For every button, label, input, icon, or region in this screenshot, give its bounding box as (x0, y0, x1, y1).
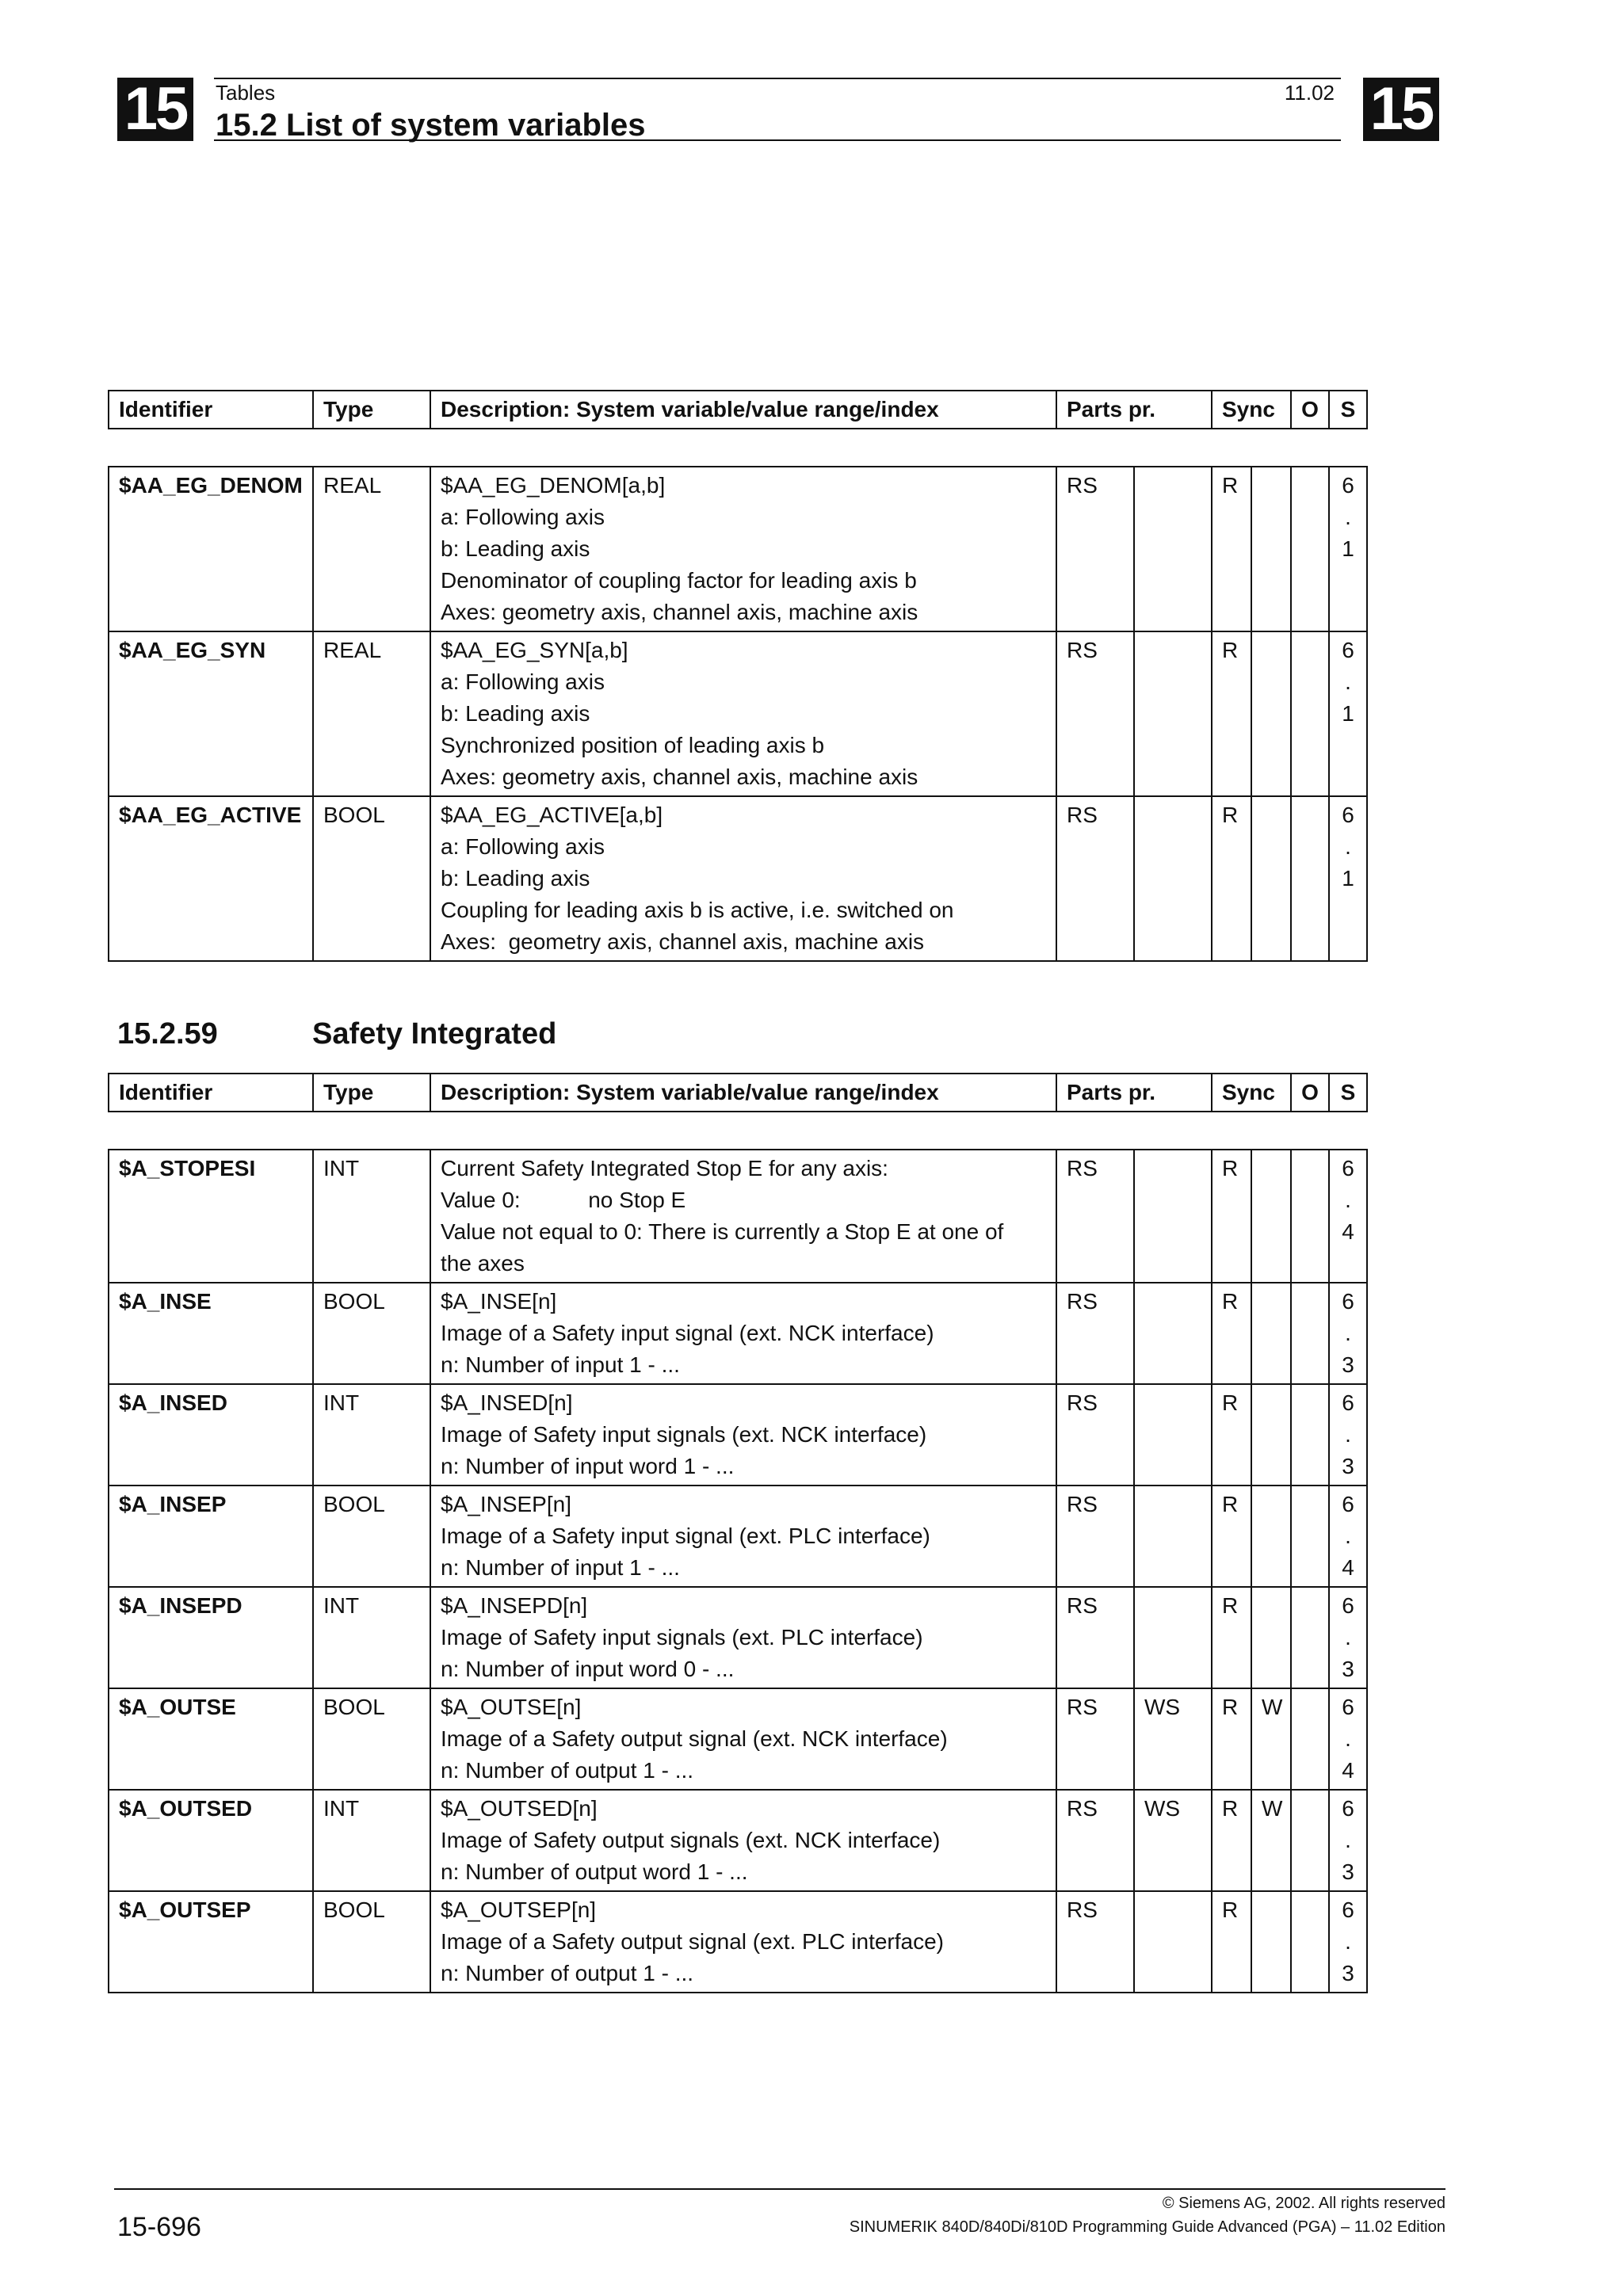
col-s: S (1329, 391, 1367, 429)
cell-description (430, 1283, 1056, 1384)
description-line: n: Number of input 1 - ... (441, 1352, 680, 1377)
cell-parts-pr-read: RS (1056, 631, 1134, 796)
s-char: 3 (1342, 1352, 1354, 1377)
description-line: Value not equal to 0: There is currently a Stop E at one of (441, 1219, 1004, 1244)
cell-sync-write (1251, 1891, 1291, 1993)
description-line: Image of Safety input signals (ext. NCK interface) (441, 1422, 927, 1447)
cell-parts-pr-read: RS (1056, 1283, 1134, 1384)
col-parts-pr: Parts pr. (1056, 1074, 1212, 1112)
cell-parts-pr-write (1134, 1891, 1212, 1993)
cell-s (1329, 1283, 1367, 1384)
cell-o (1291, 1150, 1329, 1283)
cell-o (1291, 1790, 1329, 1891)
table-row (109, 467, 1367, 631)
section-number: 15.2.59 (117, 1017, 218, 1051)
header-edition: 11.02 (1284, 81, 1335, 105)
s-char: 3 (1342, 1657, 1354, 1681)
chapter-number-left: 15 (117, 78, 193, 141)
section-heading (117, 1017, 556, 1051)
table-row (109, 1790, 1367, 1891)
cell-identifier: $AA_EG_DENOM (109, 467, 313, 631)
description-line: n: Number of input 1 - ... (441, 1555, 680, 1580)
cell-parts-pr-read: RS (1056, 1150, 1134, 1283)
cell-sync-read: R (1212, 1486, 1251, 1587)
table-row (109, 1688, 1367, 1790)
description-line: Image of Safety output signals (ext. NCK interface) (441, 1828, 941, 1852)
cell-parts-pr-write (1134, 1587, 1212, 1688)
cell-type: BOOL (313, 796, 430, 961)
description-line: n: Number of input word 1 - ... (441, 1454, 735, 1478)
s-char: 6 (1342, 1796, 1354, 1821)
header-section-label: Tables (216, 81, 276, 105)
cell-identifier: $A_OUTSED (109, 1790, 313, 1891)
s-char: . (1345, 1929, 1351, 1954)
description-line: a: Following axis (441, 669, 605, 694)
col-o: O (1291, 1074, 1329, 1112)
cell-sync-write (1251, 1283, 1291, 1384)
cell-sync-read: R (1212, 467, 1251, 631)
description-line: Axes: geometry axis, channel axis, machine axis (441, 929, 925, 954)
description-line: $AA_EG_DENOM[a,b] (441, 473, 666, 498)
description-line: Coupling for leading axis b is active, i.e. switched on (441, 898, 954, 922)
description-line: Image of a Safety input signal (ext. NCK interface) (441, 1321, 934, 1345)
cell-identifier: $AA_EG_ACTIVE (109, 796, 313, 961)
cell-sync-write (1251, 1150, 1291, 1283)
description-line: Image of Safety input signals (ext. PLC interface) (441, 1625, 923, 1650)
description-line: the axes (441, 1251, 525, 1276)
cell-identifier: $AA_EG_SYN (109, 631, 313, 796)
table-row (109, 1384, 1367, 1486)
cell-s (1329, 1150, 1367, 1283)
col-sync: Sync (1212, 391, 1291, 429)
description-line: Denominator of coupling factor for leading axis b (441, 568, 917, 593)
description-line: b: Leading axis (441, 866, 590, 891)
cell-o (1291, 1283, 1329, 1384)
col-o: O (1291, 391, 1329, 429)
col-type: Type (313, 1074, 430, 1112)
cell-o (1291, 1891, 1329, 1993)
cell-parts-pr-write: WS (1134, 1688, 1212, 1790)
cell-sync-read: R (1212, 1150, 1251, 1283)
s-char: . (1345, 1188, 1351, 1212)
column-header-table-1 (108, 390, 1368, 429)
cell-identifier: $A_INSE (109, 1283, 313, 1384)
cell-o (1291, 1486, 1329, 1587)
s-char: . (1345, 1422, 1351, 1447)
cell-sync-read: R (1212, 1790, 1251, 1891)
description-line: Current Safety Integrated Stop E for any axis: (441, 1156, 888, 1180)
s-char: 6 (1342, 1156, 1354, 1180)
description-line: Synchronized position of leading axis b (441, 733, 825, 757)
cell-description (430, 1150, 1056, 1283)
cell-parts-pr-read: RS (1056, 1688, 1134, 1790)
s-char: 1 (1342, 701, 1354, 726)
description-line: $A_INSED[n] (441, 1390, 573, 1415)
table-row (109, 1486, 1367, 1587)
col-s: S (1329, 1074, 1367, 1112)
cell-parts-pr-read: RS (1056, 796, 1134, 961)
cell-description (430, 1891, 1056, 1993)
description-line: Value 0: no Stop E (441, 1188, 686, 1212)
cell-s (1329, 796, 1367, 961)
cell-s (1329, 631, 1367, 796)
cell-s (1329, 1486, 1367, 1587)
cell-sync-write (1251, 631, 1291, 796)
description-line: $A_INSEPD[n] (441, 1593, 588, 1618)
cell-parts-pr-read: RS (1056, 1790, 1134, 1891)
cell-sync-read: R (1212, 1688, 1251, 1790)
cell-parts-pr-write (1134, 1150, 1212, 1283)
cell-type: INT (313, 1150, 430, 1283)
description-line: $A_INSE[n] (441, 1289, 557, 1314)
cell-o (1291, 467, 1329, 631)
col-type: Type (313, 391, 430, 429)
table-row (109, 796, 1367, 961)
cell-type: BOOL (313, 1283, 430, 1384)
cell-s (1329, 1384, 1367, 1486)
cell-sync-read: R (1212, 1587, 1251, 1688)
cell-parts-pr-read: RS (1056, 1587, 1134, 1688)
cell-sync-write (1251, 467, 1291, 631)
table-row (109, 1283, 1367, 1384)
cell-parts-pr-read: RS (1056, 1384, 1134, 1486)
s-char: 1 (1342, 536, 1354, 561)
cell-identifier: $A_INSEP (109, 1486, 313, 1587)
cell-parts-pr-read: RS (1056, 467, 1134, 631)
description-line: Axes: geometry axis, channel axis, machine axis (441, 765, 918, 789)
cell-parts-pr-read: RS (1056, 1486, 1134, 1587)
cell-sync-read: R (1212, 1384, 1251, 1486)
table-row (109, 631, 1367, 796)
section-title: Safety Integrated (312, 1017, 557, 1051)
footer-copyright: © Siemens AG, 2002. All rights reserved (1162, 2195, 1445, 2212)
description-line: b: Leading axis (441, 536, 590, 561)
description-line: a: Following axis (441, 505, 605, 529)
s-char: 6 (1342, 1289, 1354, 1314)
s-char: 4 (1342, 1219, 1354, 1244)
description-line: Image of a Safety output signal (ext. PLC interface) (441, 1929, 945, 1954)
description-line: $AA_EG_SYN[a,b] (441, 638, 628, 662)
s-char: . (1345, 1524, 1351, 1548)
cell-parts-pr-write (1134, 1283, 1212, 1384)
s-char: 6 (1342, 803, 1354, 827)
s-char: . (1345, 1828, 1351, 1852)
cell-identifier: $A_OUTSE (109, 1688, 313, 1790)
s-char: . (1345, 1726, 1351, 1751)
cell-sync-read: R (1212, 631, 1251, 796)
s-char: . (1345, 834, 1351, 859)
s-char: 6 (1342, 473, 1354, 498)
header-rule-top (214, 78, 1341, 79)
cell-type: INT (313, 1790, 430, 1891)
cell-sync-write (1251, 1384, 1291, 1486)
cell-s (1329, 467, 1367, 631)
table-row (109, 1891, 1367, 1993)
cell-identifier: $A_INSEPD (109, 1587, 313, 1688)
description-line: Axes: geometry axis, channel axis, machine axis (441, 600, 918, 624)
cell-type: INT (313, 1384, 430, 1486)
s-char: . (1345, 505, 1351, 529)
variables-table-2 (108, 1149, 1368, 1993)
description-line: $A_OUTSED[n] (441, 1796, 598, 1821)
cell-parts-pr-write (1134, 631, 1212, 796)
description-line: $A_INSEP[n] (441, 1492, 571, 1516)
s-char: 6 (1342, 1593, 1354, 1618)
cell-type: INT (313, 1587, 430, 1688)
s-char: 6 (1342, 1492, 1354, 1516)
description-line: n: Number of output 1 - ... (441, 1961, 694, 1985)
cell-identifier: $A_OUTSEP (109, 1891, 313, 1993)
cell-type: BOOL (313, 1688, 430, 1790)
cell-sync-read: R (1212, 796, 1251, 961)
cell-type: BOOL (313, 1891, 430, 1993)
s-char: 4 (1342, 1758, 1354, 1783)
cell-o (1291, 631, 1329, 796)
cell-parts-pr-write: WS (1134, 1790, 1212, 1891)
cell-description (430, 467, 1056, 631)
cell-o (1291, 1688, 1329, 1790)
header-rule-bottom (214, 139, 1341, 141)
variables-table-1 (108, 466, 1368, 962)
cell-description (430, 796, 1056, 961)
cell-description (430, 1486, 1056, 1587)
col-identifier: Identifier (109, 391, 313, 429)
cell-description (430, 1587, 1056, 1688)
cell-s (1329, 1790, 1367, 1891)
s-char: 3 (1342, 1454, 1354, 1478)
chapter-number-right: 15 (1363, 78, 1439, 141)
s-char: 4 (1342, 1555, 1354, 1580)
cell-sync-read: R (1212, 1283, 1251, 1384)
s-char: . (1345, 669, 1351, 694)
cell-type: REAL (313, 631, 430, 796)
cell-sync-write: W (1251, 1688, 1291, 1790)
col-identifier: Identifier (109, 1074, 313, 1112)
cell-type: REAL (313, 467, 430, 631)
s-char: 6 (1342, 1390, 1354, 1415)
cell-s (1329, 1587, 1367, 1688)
cell-parts-pr-write (1134, 796, 1212, 961)
cell-s (1329, 1891, 1367, 1993)
cell-parts-pr-write (1134, 1384, 1212, 1486)
cell-identifier: $A_STOPESI (109, 1150, 313, 1283)
s-char: 6 (1342, 638, 1354, 662)
cell-identifier: $A_INSED (109, 1384, 313, 1486)
cell-o (1291, 796, 1329, 961)
cell-s (1329, 1688, 1367, 1790)
footer-guide-title: SINUMERIK 840D/840Di/810D Programming Guide Advanced (PGA) – 11.02 Edition (849, 2218, 1445, 2236)
cell-type: BOOL (313, 1486, 430, 1587)
table-row (109, 1150, 1367, 1283)
description-line: Image of a Safety input signal (ext. PLC interface) (441, 1524, 930, 1548)
cell-description (430, 1688, 1056, 1790)
description-line: $A_OUTSEP[n] (441, 1897, 597, 1922)
footer-rule (114, 2188, 1445, 2190)
col-description: Description: System variable/value range/index (430, 391, 1056, 429)
cell-sync-write: W (1251, 1790, 1291, 1891)
cell-parts-pr-write (1134, 1486, 1212, 1587)
cell-parts-pr-read: RS (1056, 1891, 1134, 1993)
cell-sync-write (1251, 1486, 1291, 1587)
description-line: b: Leading axis (441, 701, 590, 726)
page-number: 15-696 (117, 2212, 201, 2242)
cell-o (1291, 1384, 1329, 1486)
cell-sync-write (1251, 1587, 1291, 1688)
description-line: Image of a Safety output signal (ext. NCK interface) (441, 1726, 948, 1751)
cell-o (1291, 1587, 1329, 1688)
s-char: 6 (1342, 1695, 1354, 1719)
s-char: 1 (1342, 866, 1354, 891)
s-char: 3 (1342, 1859, 1354, 1884)
description-line: $AA_EG_ACTIVE[a,b] (441, 803, 663, 827)
cell-parts-pr-write (1134, 467, 1212, 631)
description-line: n: Number of input word 0 - ... (441, 1657, 735, 1681)
col-description: Description: System variable/value range/index (430, 1074, 1056, 1112)
description-line: n: Number of output 1 - ... (441, 1758, 694, 1783)
col-sync: Sync (1212, 1074, 1291, 1112)
description-line: $A_OUTSE[n] (441, 1695, 582, 1719)
s-char: . (1345, 1625, 1351, 1650)
column-header-table-2 (108, 1073, 1368, 1112)
cell-sync-read: R (1212, 1891, 1251, 1993)
cell-description (430, 1790, 1056, 1891)
cell-description (430, 1384, 1056, 1486)
s-char: . (1345, 1321, 1351, 1345)
page-title: 15.2 List of system variables (216, 108, 646, 143)
col-parts-pr: Parts pr. (1056, 391, 1212, 429)
table-row (109, 1587, 1367, 1688)
s-char: 3 (1342, 1961, 1354, 1985)
description-line: n: Number of output word 1 - ... (441, 1859, 748, 1884)
cell-description (430, 631, 1056, 796)
s-char: 6 (1342, 1897, 1354, 1922)
cell-sync-write (1251, 796, 1291, 961)
description-line: a: Following axis (441, 834, 605, 859)
